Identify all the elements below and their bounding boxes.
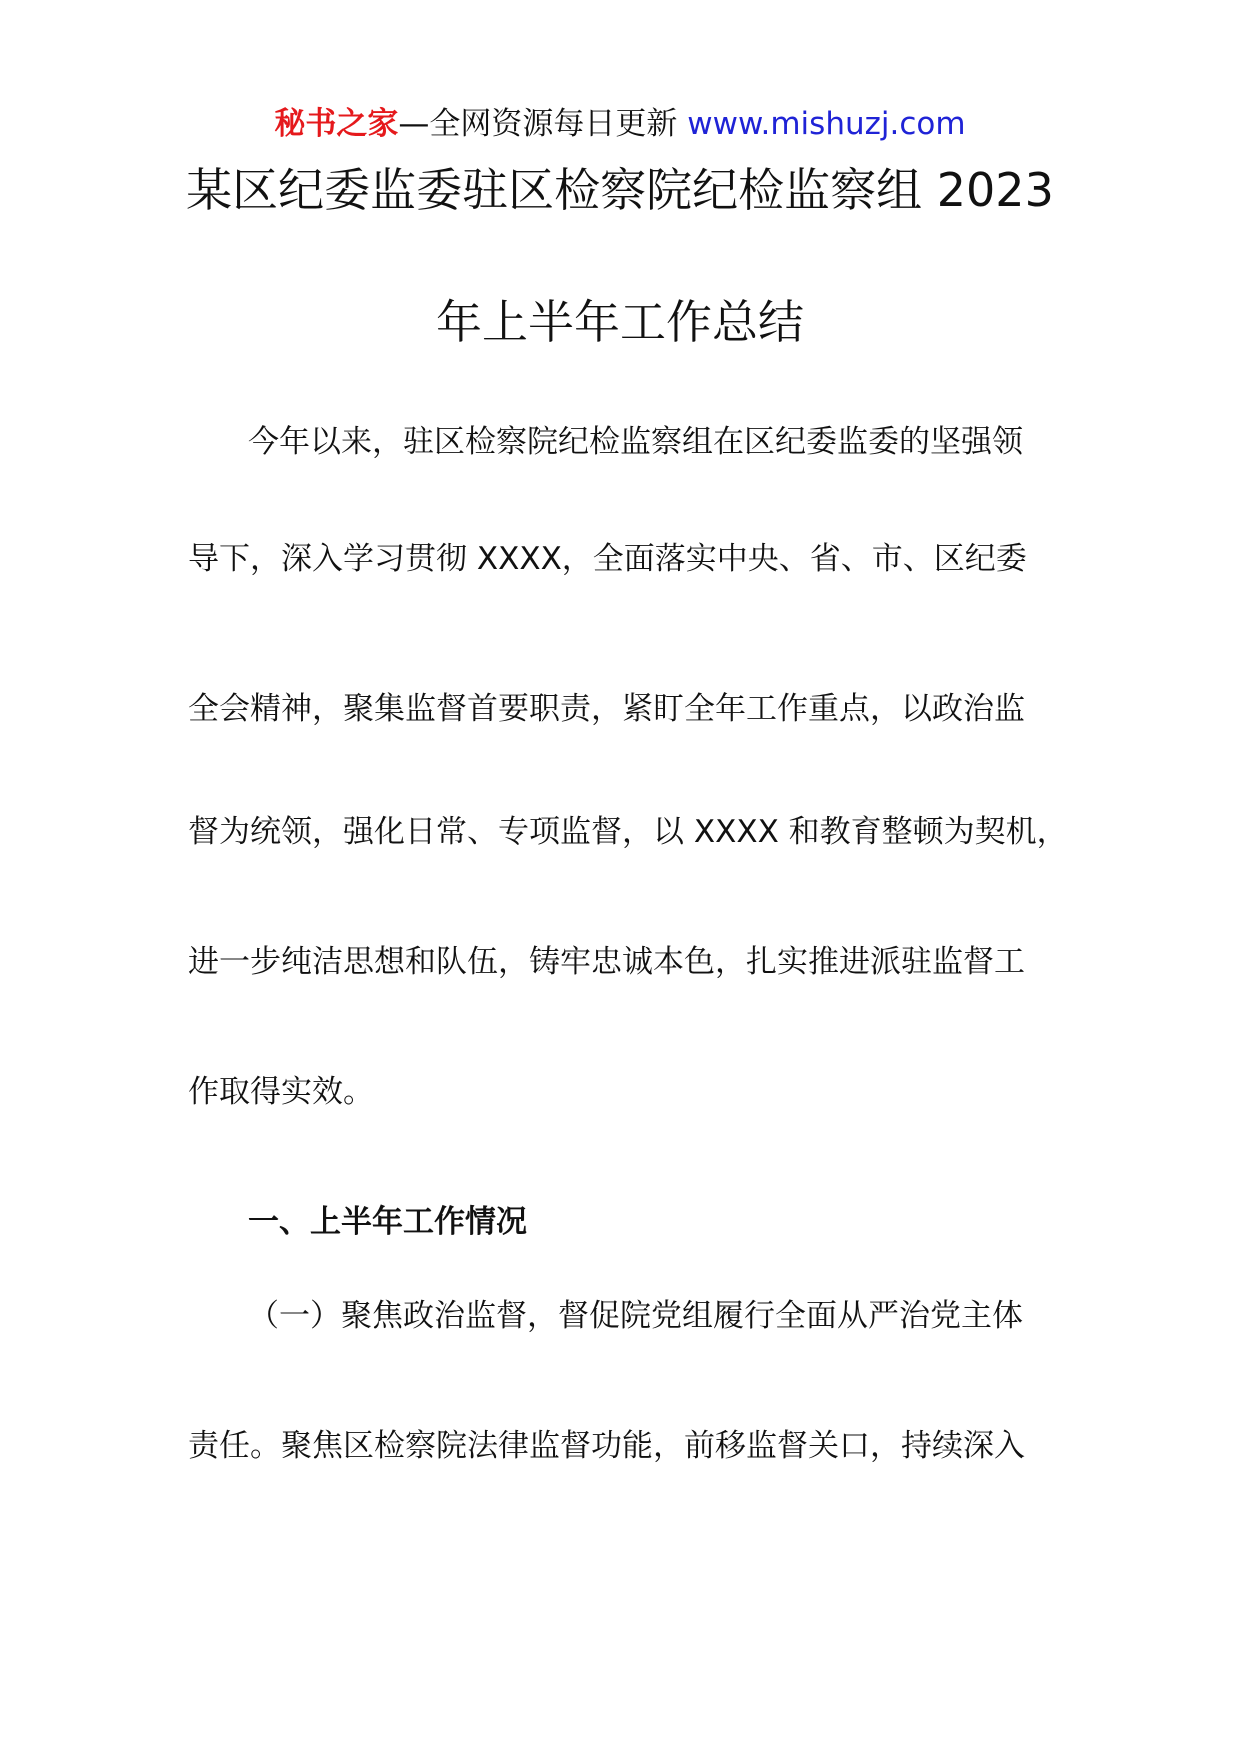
document-title-line-2: 年上半年工作总结 bbox=[436, 295, 804, 349]
document-title-line-1: 某区纪委监委驻区检察院纪检监察组 2023 bbox=[186, 163, 1054, 217]
section-heading-1: 一、上半年工作情况 bbox=[248, 1204, 527, 1240]
paragraph-1-line-2: 导下，深入学习贯彻 XXXX，全面落实中央、省、市、区纪委 bbox=[188, 541, 1027, 577]
brand-name: 秘书之家 bbox=[274, 106, 399, 142]
site-url-link[interactable]: www.mishuzj.com bbox=[687, 106, 966, 142]
paragraph-1-line-4: 督为统领，强化日常、专项监督，以 XXXX 和教育整顿为契机， bbox=[188, 814, 1068, 850]
paragraph-1-line-1: 今年以来，驻区检察院纪检监察组在区纪委监委的坚强领 bbox=[248, 424, 1023, 460]
paragraph-1-line-6: 作取得实效。 bbox=[188, 1074, 374, 1110]
site-banner bbox=[0, 102, 1240, 146]
paragraph-1-line-5: 进一步纯洁思想和队伍，铸牢忠诚本色，扎实推进派驻监督工 bbox=[188, 944, 1025, 980]
paragraph-1-line-3: 全会精神，聚集监督首要职责，紧盯全年工作重点，以政治监 bbox=[188, 691, 1025, 727]
paragraph-2-line-2: 责任。聚焦区检察院法律监督功能，前移监督关口，持续深入 bbox=[188, 1428, 1025, 1464]
paragraph-2-line-1: （一）聚焦政治监督，督促院党组履行全面从严治党主体 bbox=[248, 1298, 1023, 1334]
banner-slogan: —全网资源每日更新 bbox=[398, 106, 688, 142]
